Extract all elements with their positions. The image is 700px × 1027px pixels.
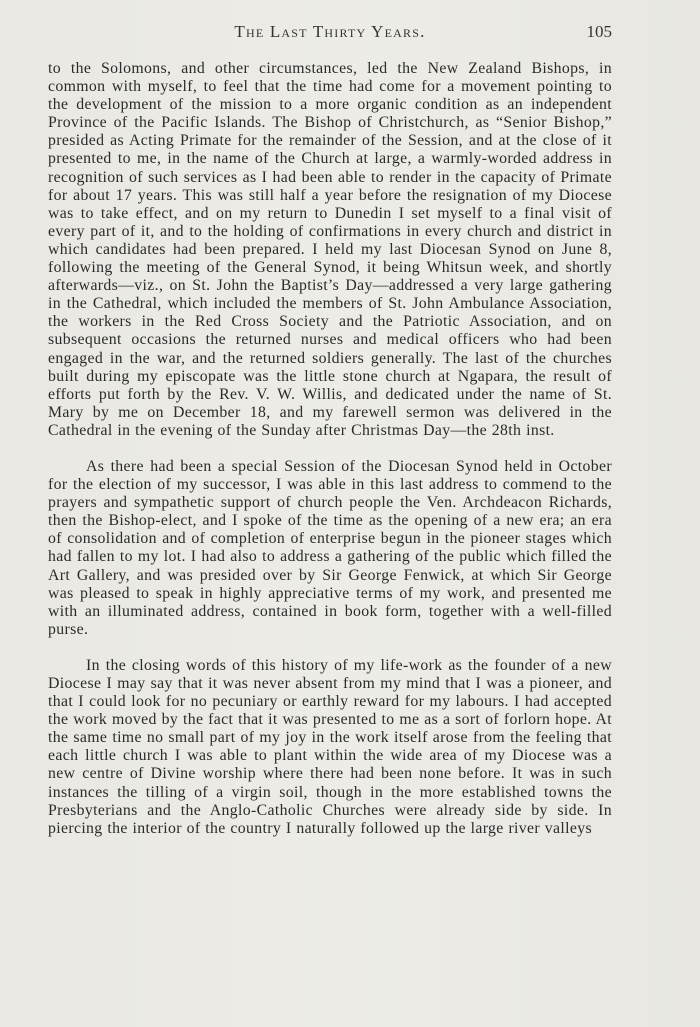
paragraph-continuation: to the Solomons, and other circumstances, led the New Zealand Bishops, in common with myself, to feel that the time had come for a movement pointing to the development of the mission to a more organic condition as an independent Province of the Pacific Islands. The Bishop of Christchurch, as “Senior Bishop,” presided as Acting Primate for the remainder of the Session, and at the close of it presented to me, in the name of the Church at large, a warmly-worded address in recognition of such services as I had been able to render in the capacity of Primate for about 17 years. This was still half a year before the resignation of my Diocese was to take effect, and on my return to Dunedin I set myself to a final visit of every part of it, and to the holding of confirmations in every church and district in which candidates had been prepared. I held my last Diocesan Synod on June 8, following the meeting of the General Synod, it being Whitsun week, and shortly afterwards—viz., on St. John the Baptist’s Day—addressed a very large gathering in the Cathedral, which included the members of St. John Ambulance Association, the workers in the Red Cross Society and the Patriotic Association, and on subsequent occasions the returned nurses and medical officers who had been engaged in the war, and the returned soldiers generally. The last of the churches built during my episcopate was the little stone church at Ngapara, the result of efforts put forth by the Rev. V. W. Willis, and dedicated under the name of St. Mary by me on December 18, and my farewell sermon was delivered in the Cathedral in the evening of the Sunday after Christmas Day—the 28th inst. bbox=[48, 60, 612, 439]
body-text bbox=[48, 60, 612, 838]
paragraph-diocesan-synod: As there had been a special Session of the Diocesan Synod held in October for the election of my successor, I was able in this last address to commend to the prayers and sympathetic support of church people the Ven. Archdeacon Richards, then the Bishop-elect, and I spoke of the time as the opening of a new era; an era of consolidation and of completion of enterprise begun in the pioneer stages which had fallen to my lot. I had also to address a gathering of the public which filled the Art Gallery, and was presided over by Sir George Fenwick, at which Sir George was pleased to speak in highly appreciative terms of my work, and presented me with an illuminated address, contained in book form, together with a well-filled purse. bbox=[48, 457, 612, 638]
page-number: 105 bbox=[586, 22, 612, 41]
running-title: The Last Thirty Years. bbox=[234, 22, 426, 41]
running-head bbox=[48, 22, 612, 46]
paragraph-closing-words: In the closing words of this history of my life-work as the founder of a new Diocese I may say that it was never absent from my mind that I was a pioneer, and that I could look for no pecuniary or earthly reward for my labours. I had accepted the work moved by the fact that it was presented to me as a sort of forlorn hope. At the same time no small part of my joy in the work itself arose from the feeling that each little church I was able to plant within the wide area of my Diocese was a new centre of Divine worship where there had been none before. It was in such instances the tilling of a virgin soil, though in the more established towns the Presbyterians and the Anglo-Catholic Churches were already side by side. In piercing the interior of the country I naturally followed up the large river valleys bbox=[48, 656, 612, 837]
